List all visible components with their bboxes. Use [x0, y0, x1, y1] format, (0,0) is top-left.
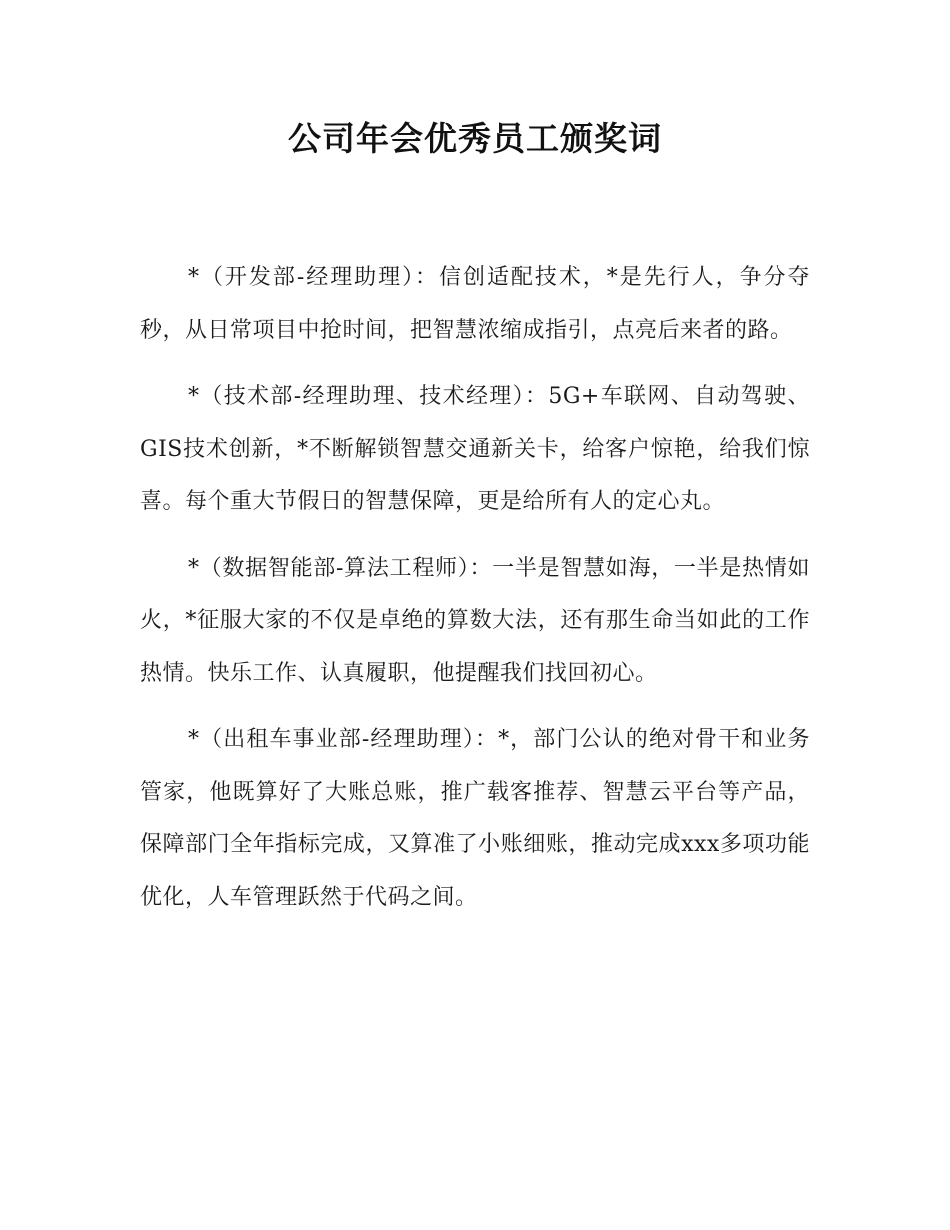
award-paragraph-technology: *（技术部-经理助理、技术经理）：5G+车联网、自动驾驶、GIS技术创新，*不断解锁智慧交通新关卡，给客户惊艳，给我们惊喜。每个重大节假日的智慧保障，更是给所有人的定心丸。 [140, 384, 810, 514]
document-body [140, 252, 810, 924]
award-paragraph-data-intelligence: *（数据智能部-算法工程师）：一半是智慧如海，一半是热情如火，*征服大家的不仅是卓绝的算数大法，还有那生命当如此的工作热情。快乐工作、认真履职，他提醒我们找回初心。 [140, 555, 810, 686]
award-paragraph-development: *（开发部-经理助理）：信创适配技术，*是先行人，争分夺秒，从日常项目中抢时间，把智慧浓缩成指引，点亮后来者的路。 [140, 265, 810, 343]
award-paragraph-taxi-business: *（出租车事业部-经理助理）：*，部门公认的绝对骨干和业务管家，他既算好了大账总账，推广载客推荐、智慧云平台等产品，保障部门全年指标完成，又算准了小账细账，推动完成xxx多项功能优化，人车管理跃然于代码之间。 [140, 727, 810, 910]
document-title: 公司年会优秀员工颁奖词 [288, 119, 662, 158]
